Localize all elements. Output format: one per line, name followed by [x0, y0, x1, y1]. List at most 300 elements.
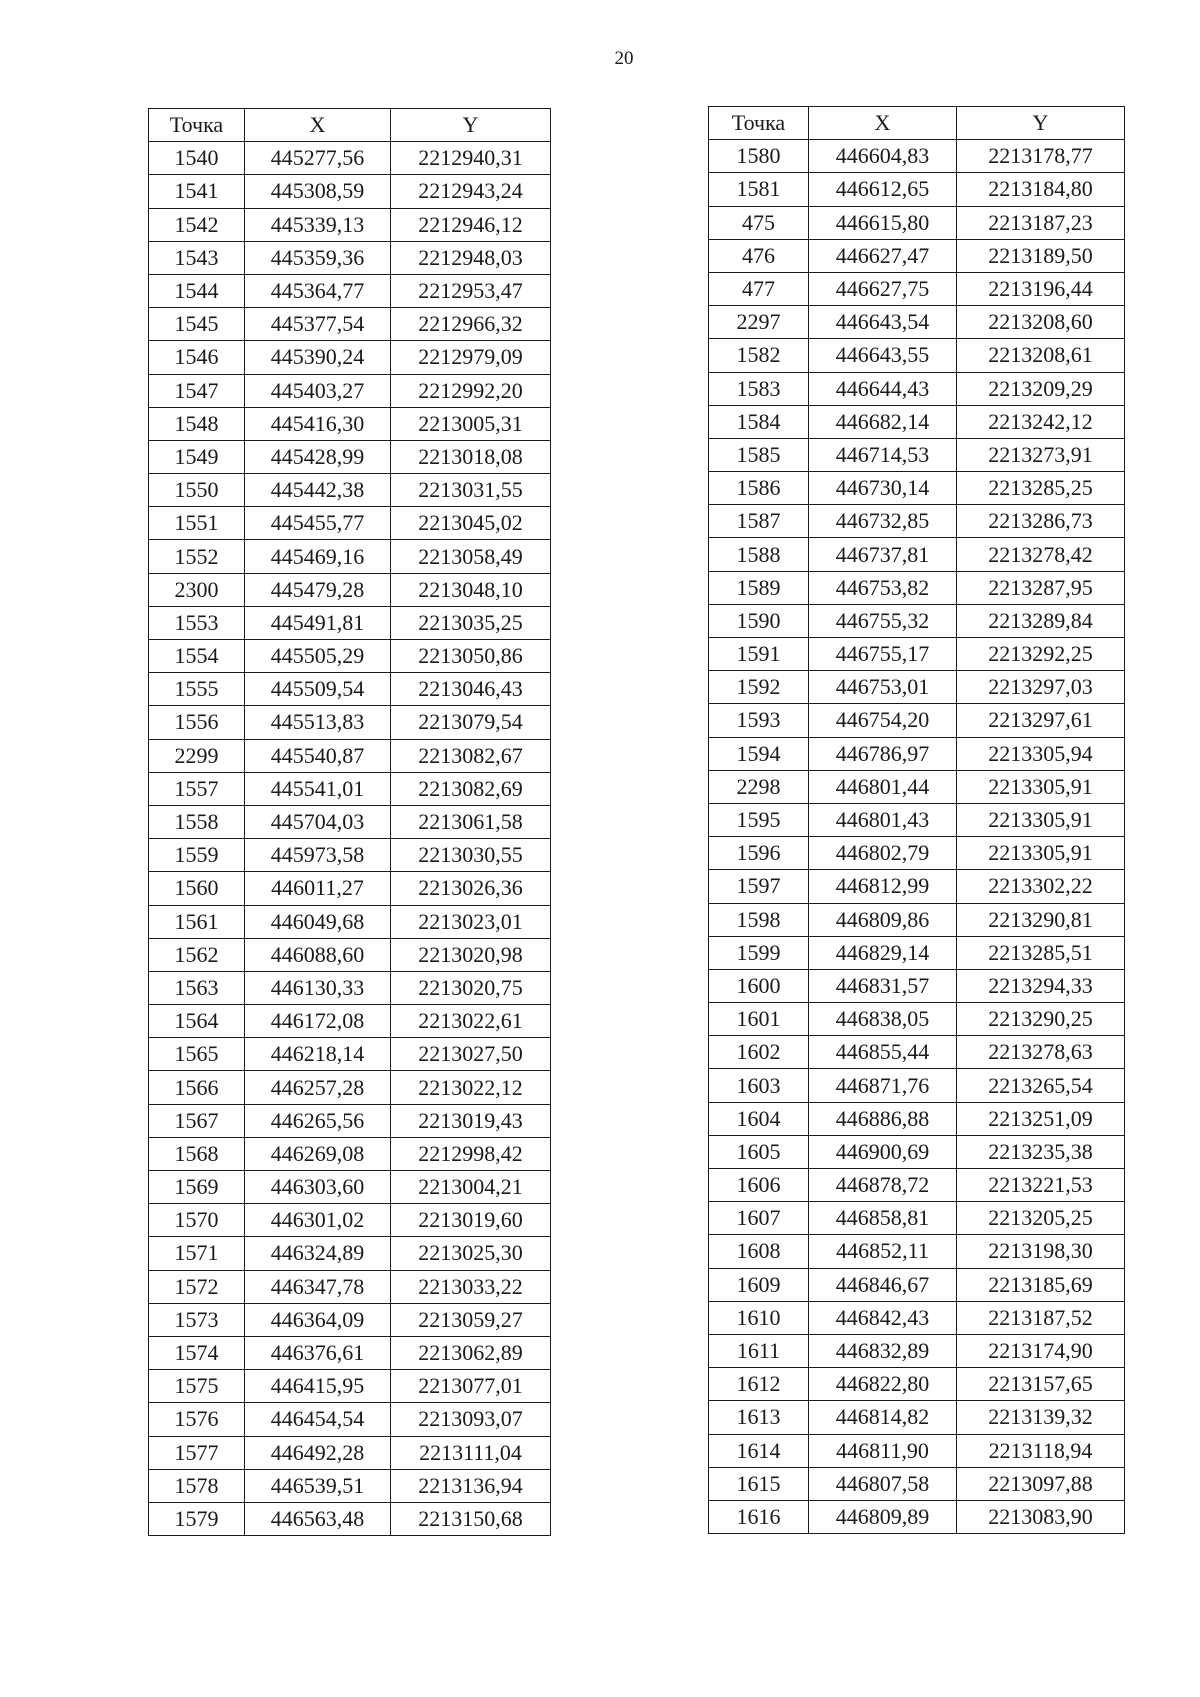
table-row [709, 969, 1125, 1002]
table-row [709, 638, 1125, 671]
cell-x: 446130,33 [245, 971, 391, 1004]
cell-x: 445416,30 [245, 407, 391, 440]
cell-point: 1608 [709, 1235, 809, 1268]
table-row [709, 936, 1125, 969]
cell-point: 1576 [149, 1403, 245, 1436]
table-row [149, 1336, 551, 1369]
cell-y: 2213297,03 [957, 671, 1125, 704]
cell-y: 2213208,60 [957, 306, 1125, 339]
cell-y: 2213278,63 [957, 1036, 1125, 1069]
cell-y: 2213157,65 [957, 1368, 1125, 1401]
cell-point: 1558 [149, 805, 245, 838]
table-row [149, 938, 551, 971]
cell-y: 2213305,94 [957, 737, 1125, 770]
table-row [709, 206, 1125, 239]
table-row [149, 1436, 551, 1469]
cell-y: 2213022,12 [391, 1071, 551, 1104]
cell-y: 2213023,01 [391, 905, 551, 938]
cell-y: 2213062,89 [391, 1336, 551, 1369]
table-row [149, 241, 551, 274]
table-row [149, 1237, 551, 1270]
cell-point: 1555 [149, 673, 245, 706]
table-row [709, 538, 1125, 571]
cell-x: 446754,20 [809, 704, 957, 737]
cell-point: 1603 [709, 1069, 809, 1102]
cell-y: 2213287,95 [957, 571, 1125, 604]
header-y: Y [391, 109, 551, 142]
cell-y: 2213026,36 [391, 872, 551, 905]
cell-y: 2213045,02 [391, 507, 551, 540]
cell-point: 1577 [149, 1436, 245, 1469]
cell-point: 2298 [709, 770, 809, 803]
cell-y: 2213187,23 [957, 206, 1125, 239]
table-row [149, 440, 551, 473]
cell-y: 2213061,58 [391, 805, 551, 838]
cell-x: 446832,89 [809, 1334, 957, 1367]
cell-x: 445403,27 [245, 374, 391, 407]
cell-x: 446802,79 [809, 837, 957, 870]
cell-x: 446612,65 [809, 173, 957, 206]
cell-point: 1553 [149, 606, 245, 639]
cell-point: 1583 [709, 372, 809, 405]
cell-x: 446049,68 [245, 905, 391, 938]
cell-x: 445541,01 [245, 772, 391, 805]
cell-point: 1602 [709, 1036, 809, 1069]
table-row [709, 438, 1125, 471]
cell-x: 446871,76 [809, 1069, 957, 1102]
cell-y: 2213019,60 [391, 1204, 551, 1237]
cell-point: 477 [709, 272, 809, 305]
cell-x: 446539,51 [245, 1469, 391, 1502]
table-header-row [709, 107, 1125, 140]
table-row [709, 1169, 1125, 1202]
cell-y: 2213077,01 [391, 1370, 551, 1403]
table-row [149, 474, 551, 507]
cell-x: 445339,13 [245, 208, 391, 241]
cell-x: 446809,86 [809, 903, 957, 936]
cell-point: 1542 [149, 208, 245, 241]
cell-x: 446801,44 [809, 770, 957, 803]
table-row [709, 604, 1125, 637]
table-row [709, 472, 1125, 505]
cell-y: 2213198,30 [957, 1235, 1125, 1268]
table-row [149, 341, 551, 374]
cell-point: 1616 [709, 1500, 809, 1533]
cell-y: 2213093,07 [391, 1403, 551, 1436]
table-row [149, 1171, 551, 1204]
table-row [149, 872, 551, 905]
cell-y: 2213082,69 [391, 772, 551, 805]
cell-point: 1562 [149, 938, 245, 971]
cell-point: 1595 [709, 803, 809, 836]
cell-y: 2213082,67 [391, 739, 551, 772]
table-row [149, 805, 551, 838]
cell-point: 1598 [709, 903, 809, 936]
cell-x: 445455,77 [245, 507, 391, 540]
cell-point: 1592 [709, 671, 809, 704]
cell-x: 446786,97 [809, 737, 957, 770]
cell-point: 1586 [709, 472, 809, 505]
cell-y: 2213187,52 [957, 1301, 1125, 1334]
cell-y: 2213278,42 [957, 538, 1125, 571]
cell-point: 1541 [149, 175, 245, 208]
cell-x: 446732,85 [809, 505, 957, 538]
cell-y: 2213221,53 [957, 1169, 1125, 1202]
cell-point: 1567 [149, 1104, 245, 1137]
table-row [149, 905, 551, 938]
header-point: Точка [709, 107, 809, 140]
cell-x: 446257,28 [245, 1071, 391, 1104]
cell-y: 2213059,27 [391, 1303, 551, 1336]
cell-point: 1589 [709, 571, 809, 604]
cell-x: 446829,14 [809, 936, 957, 969]
cell-x: 446822,80 [809, 1368, 957, 1401]
cell-point: 1575 [149, 1370, 245, 1403]
cell-y: 2213004,21 [391, 1171, 551, 1204]
cell-x: 445442,38 [245, 474, 391, 507]
table-row [709, 571, 1125, 604]
table-row [149, 1370, 551, 1403]
cell-x: 446714,53 [809, 438, 957, 471]
table-row [709, 1003, 1125, 1036]
table-row [149, 540, 551, 573]
table-row [709, 1202, 1125, 1235]
cell-point: 1560 [149, 872, 245, 905]
cell-y: 2213196,44 [957, 272, 1125, 305]
table-row [149, 739, 551, 772]
cell-point: 1557 [149, 772, 245, 805]
cell-y: 2212943,24 [391, 175, 551, 208]
cell-x: 446376,61 [245, 1336, 391, 1369]
cell-y: 2213079,54 [391, 706, 551, 739]
cell-x: 445491,81 [245, 606, 391, 639]
table-row [709, 704, 1125, 737]
table-row [709, 1268, 1125, 1301]
cell-x: 446755,17 [809, 638, 957, 671]
cell-point: 1587 [709, 505, 809, 538]
table-row [149, 1469, 551, 1502]
cell-y: 2213305,91 [957, 770, 1125, 803]
cell-point: 1612 [709, 1368, 809, 1401]
cell-x: 445469,16 [245, 540, 391, 573]
cell-y: 2213235,38 [957, 1135, 1125, 1168]
cell-y: 2213150,68 [391, 1502, 551, 1535]
table-row [709, 1069, 1125, 1102]
cell-point: 1564 [149, 1005, 245, 1038]
table-row [149, 374, 551, 407]
cell-y: 2213290,25 [957, 1003, 1125, 1036]
table-row [149, 1403, 551, 1436]
cell-x: 445377,54 [245, 308, 391, 341]
cell-point: 1596 [709, 837, 809, 870]
cell-x: 446347,78 [245, 1270, 391, 1303]
table-row [149, 1502, 551, 1535]
cell-point: 1572 [149, 1270, 245, 1303]
table-row [709, 1467, 1125, 1500]
table-row [149, 1104, 551, 1137]
cell-y: 2213184,80 [957, 173, 1125, 206]
cell-x: 446900,69 [809, 1135, 957, 1168]
table-row [709, 173, 1125, 206]
cell-point: 1556 [149, 706, 245, 739]
cell-y: 2213111,04 [391, 1436, 551, 1469]
cell-x: 446643,54 [809, 306, 957, 339]
cell-point: 1550 [149, 474, 245, 507]
cell-point: 1594 [709, 737, 809, 770]
cell-x: 446812,99 [809, 870, 957, 903]
cell-point: 1548 [149, 407, 245, 440]
cell-x: 446644,43 [809, 372, 957, 405]
cell-x: 446737,81 [809, 538, 957, 571]
cell-x: 446807,58 [809, 1467, 957, 1500]
table-row [709, 1102, 1125, 1135]
cell-point: 1607 [709, 1202, 809, 1235]
cell-y: 2213265,54 [957, 1069, 1125, 1102]
table-row [149, 1038, 551, 1071]
table-row [709, 1301, 1125, 1334]
cell-x: 445479,28 [245, 573, 391, 606]
cell-y: 2213174,90 [957, 1334, 1125, 1367]
cell-x: 446855,44 [809, 1036, 957, 1069]
cell-y: 2212953,47 [391, 274, 551, 307]
cell-x: 446492,28 [245, 1436, 391, 1469]
cell-y: 2213025,30 [391, 1237, 551, 1270]
cell-point: 1601 [709, 1003, 809, 1036]
cell-point: 1609 [709, 1268, 809, 1301]
cell-point: 1552 [149, 540, 245, 573]
cell-x: 445704,03 [245, 805, 391, 838]
cell-y: 2213242,12 [957, 405, 1125, 438]
table-row [149, 640, 551, 673]
cell-y: 2213289,84 [957, 604, 1125, 637]
cell-x: 446172,08 [245, 1005, 391, 1038]
cell-point: 1613 [709, 1401, 809, 1434]
header-x: X [245, 109, 391, 142]
table-row [709, 1368, 1125, 1401]
table-row [149, 971, 551, 1004]
cell-point: 1574 [149, 1336, 245, 1369]
cell-y: 2213189,50 [957, 239, 1125, 272]
cell-y: 2213136,94 [391, 1469, 551, 1502]
cell-point: 1568 [149, 1137, 245, 1170]
header-y: Y [957, 107, 1125, 140]
cell-x: 446753,01 [809, 671, 957, 704]
cell-x: 445390,24 [245, 341, 391, 374]
table-row [149, 274, 551, 307]
cell-point: 2299 [149, 739, 245, 772]
table-row [709, 1235, 1125, 1268]
cell-point: 1551 [149, 507, 245, 540]
cell-y: 2213020,98 [391, 938, 551, 971]
cell-x: 446755,32 [809, 604, 957, 637]
table-row [709, 671, 1125, 704]
cell-point: 2297 [709, 306, 809, 339]
cell-x: 446831,57 [809, 969, 957, 1002]
cell-x: 446011,27 [245, 872, 391, 905]
cell-point: 1604 [709, 1102, 809, 1135]
cell-x: 446088,60 [245, 938, 391, 971]
cell-x: 446838,05 [809, 1003, 957, 1036]
cell-point: 1610 [709, 1301, 809, 1334]
table-row [709, 306, 1125, 339]
cell-x: 446627,47 [809, 239, 957, 272]
cell-y: 2213058,49 [391, 540, 551, 573]
cell-y: 2213286,73 [957, 505, 1125, 538]
table-row [709, 1334, 1125, 1367]
cell-x: 446303,60 [245, 1171, 391, 1204]
cell-x: 446265,56 [245, 1104, 391, 1137]
cell-y: 2212940,31 [391, 142, 551, 175]
cell-point: 1579 [149, 1502, 245, 1535]
table-row [149, 673, 551, 706]
cell-x: 445364,77 [245, 274, 391, 307]
cell-y: 2213305,91 [957, 837, 1125, 870]
cell-x: 446852,11 [809, 1235, 957, 1268]
cell-point: 1593 [709, 704, 809, 737]
cell-y: 2213048,10 [391, 573, 551, 606]
cell-x: 445428,99 [245, 440, 391, 473]
cell-point: 1545 [149, 308, 245, 341]
table-row [709, 505, 1125, 538]
cell-y: 2212992,20 [391, 374, 551, 407]
cell-point: 1597 [709, 870, 809, 903]
cell-x: 446858,81 [809, 1202, 957, 1235]
cell-point: 1615 [709, 1467, 809, 1500]
cell-y: 2213020,75 [391, 971, 551, 1004]
table-row [709, 1036, 1125, 1069]
table-row [149, 507, 551, 540]
cell-x: 446682,14 [809, 405, 957, 438]
table-row [709, 239, 1125, 272]
coordinates-table-left [148, 108, 551, 1536]
cell-y: 2213285,51 [957, 936, 1125, 969]
cell-y: 2213297,61 [957, 704, 1125, 737]
cell-point: 1578 [149, 1469, 245, 1502]
table-row [709, 803, 1125, 836]
cell-y: 2213205,25 [957, 1202, 1125, 1235]
cell-point: 1591 [709, 638, 809, 671]
cell-y: 2213273,91 [957, 438, 1125, 471]
page-number: 20 [614, 48, 634, 69]
cell-x: 445277,56 [245, 142, 391, 175]
cell-x: 446814,82 [809, 1401, 957, 1434]
cell-x: 446563,48 [245, 1502, 391, 1535]
cell-point: 1611 [709, 1334, 809, 1367]
cell-x: 446269,08 [245, 1137, 391, 1170]
cell-point: 1584 [709, 405, 809, 438]
cell-y: 2213097,88 [957, 1467, 1125, 1500]
table-row [709, 1500, 1125, 1533]
header-x: X [809, 107, 957, 140]
cell-point: 1565 [149, 1038, 245, 1071]
cell-x: 445505,29 [245, 640, 391, 673]
cell-y: 2213209,29 [957, 372, 1125, 405]
table-row [149, 1137, 551, 1170]
cell-x: 445973,58 [245, 839, 391, 872]
cell-point: 1606 [709, 1169, 809, 1202]
table-row [709, 837, 1125, 870]
cell-x: 445540,87 [245, 739, 391, 772]
table-row [149, 772, 551, 805]
cell-x: 446604,83 [809, 140, 957, 173]
cell-y: 2213035,25 [391, 606, 551, 639]
cell-point: 1581 [709, 173, 809, 206]
table-row [709, 372, 1125, 405]
cell-point: 1582 [709, 339, 809, 372]
cell-x: 445359,36 [245, 241, 391, 274]
cell-point: 1580 [709, 140, 809, 173]
cell-x: 445308,59 [245, 175, 391, 208]
header-point: Точка [149, 109, 245, 142]
cell-point: 2300 [149, 573, 245, 606]
cell-y: 2213050,86 [391, 640, 551, 673]
cell-point: 1599 [709, 936, 809, 969]
table-row [709, 405, 1125, 438]
cell-x: 446801,43 [809, 803, 957, 836]
coordinates-table-right [708, 106, 1125, 1534]
cell-point: 1571 [149, 1237, 245, 1270]
cell-y: 2213018,08 [391, 440, 551, 473]
cell-y: 2212946,12 [391, 208, 551, 241]
cell-point: 1585 [709, 438, 809, 471]
cell-x: 446615,80 [809, 206, 957, 239]
table-row [709, 272, 1125, 305]
cell-point: 1554 [149, 640, 245, 673]
table-row [149, 142, 551, 175]
table-row [149, 1071, 551, 1104]
cell-y: 2213251,09 [957, 1102, 1125, 1135]
cell-x: 446753,82 [809, 571, 957, 604]
cell-y: 2213178,77 [957, 140, 1125, 173]
cell-point: 1543 [149, 241, 245, 274]
table-row [149, 839, 551, 872]
cell-x: 446809,89 [809, 1500, 957, 1533]
cell-y: 2213139,32 [957, 1401, 1125, 1434]
cell-x: 446324,89 [245, 1237, 391, 1270]
table-row [149, 407, 551, 440]
cell-point: 1563 [149, 971, 245, 1004]
table-row [709, 1434, 1125, 1467]
cell-x: 446454,54 [245, 1403, 391, 1436]
table-row [149, 1303, 551, 1336]
cell-point: 1549 [149, 440, 245, 473]
cell-x: 446842,43 [809, 1301, 957, 1334]
cell-y: 2213022,61 [391, 1005, 551, 1038]
cell-x: 446643,55 [809, 339, 957, 372]
cell-x: 446415,95 [245, 1370, 391, 1403]
cell-x: 446301,02 [245, 1204, 391, 1237]
cell-y: 2213285,25 [957, 472, 1125, 505]
cell-point: 475 [709, 206, 809, 239]
cell-y: 2213005,31 [391, 407, 551, 440]
cell-point: 1544 [149, 274, 245, 307]
cell-x: 445513,83 [245, 706, 391, 739]
cell-point: 1547 [149, 374, 245, 407]
table-row [149, 573, 551, 606]
cell-point: 1546 [149, 341, 245, 374]
cell-point: 1566 [149, 1071, 245, 1104]
cell-y: 2213292,25 [957, 638, 1125, 671]
cell-x: 446627,75 [809, 272, 957, 305]
cell-y: 2213118,94 [957, 1434, 1125, 1467]
cell-y: 2212966,32 [391, 308, 551, 341]
table-row [149, 175, 551, 208]
cell-y: 2213185,69 [957, 1268, 1125, 1301]
cell-point: 1600 [709, 969, 809, 1002]
cell-point: 1569 [149, 1171, 245, 1204]
cell-point: 1590 [709, 604, 809, 637]
table-row [709, 339, 1125, 372]
